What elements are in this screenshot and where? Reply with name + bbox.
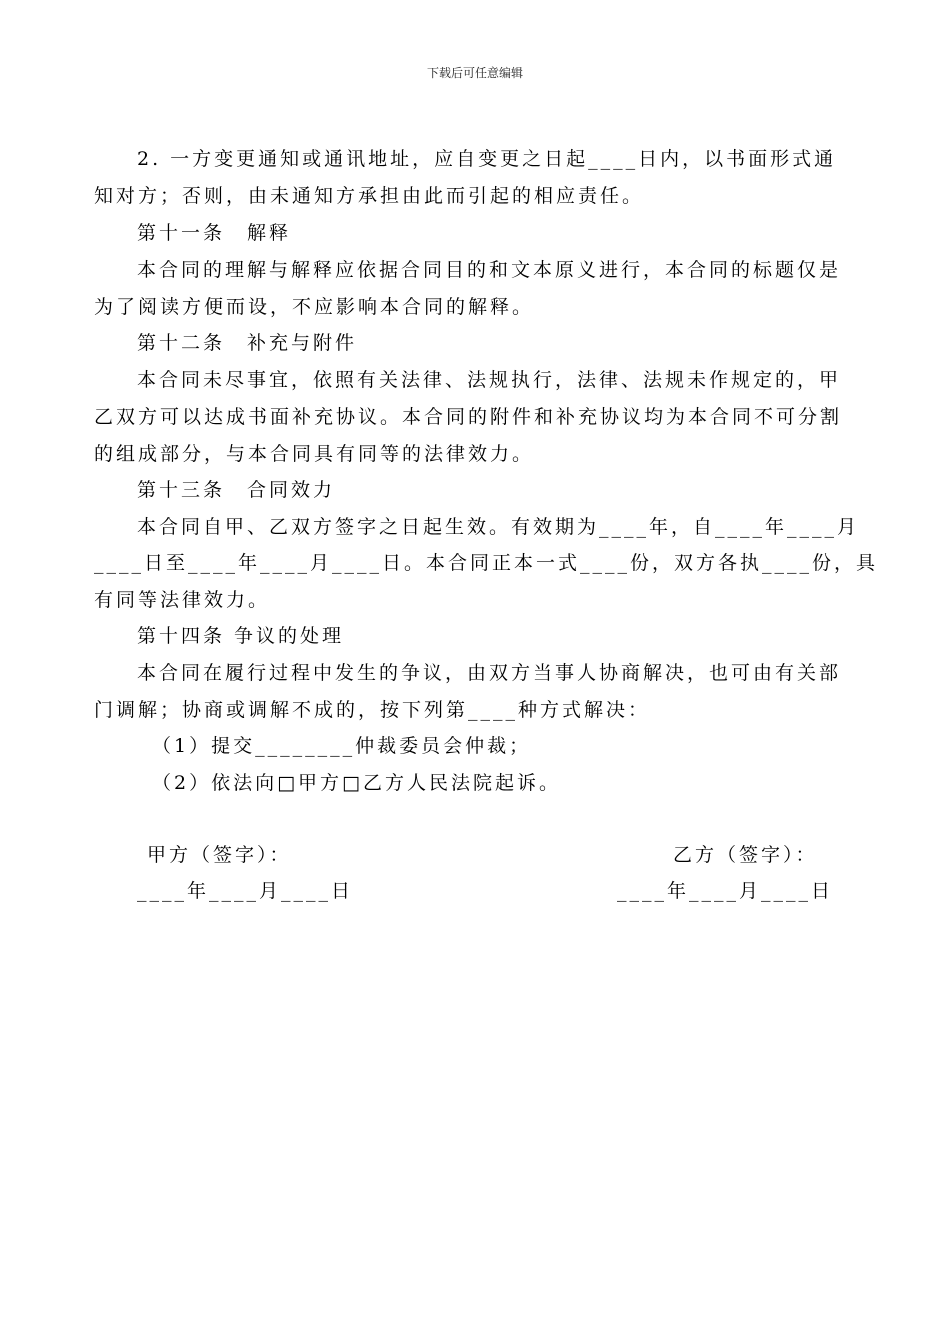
article-12-title: 第十二条 补充与附件 <box>137 332 358 354</box>
paragraph-line: 的组成部分，与本合同具有同等的法律效力。 <box>94 443 535 465</box>
paragraph-line: ____日至____年____月____日。本合同正本一式____份，双方各执____份，具 <box>94 552 879 574</box>
option-1: （1）提交________仲裁委员会仲裁； <box>152 735 532 757</box>
paragraph-line: 本合同的理解与解释应依据合同目的和文本原义进行，本合同的标题仅是 <box>137 259 842 281</box>
paragraph-line: 本合同自甲、乙双方签字之日起生效。有效期为____年，自____年____月 <box>137 516 860 538</box>
paragraph-line: 本合同在履行过程中发生的争议，由双方当事人协商解决，也可由有关部 <box>137 662 842 684</box>
party-b-date: ____年____月____日 <box>617 880 834 902</box>
paragraph-line: 有同等法律效力。 <box>94 589 271 611</box>
option-2: （2）依法向□甲方□乙方人民法院起诉。 <box>152 772 561 794</box>
article-13-title: 第十三条 合同效力 <box>137 479 336 501</box>
paragraph-line: 本合同未尽事宜，依照有关法律、法规执行，法律、法规未作规定的，甲 <box>137 369 842 391</box>
paragraph-line: 知对方；否则，由未通知方承担由此而引起的相应责任。 <box>94 185 645 207</box>
page-header: 下载后可任意编辑 <box>426 66 523 80</box>
paragraph-line: 为了阅读方便而设，不应影响本合同的解释。 <box>94 296 535 318</box>
article-14-title: 第十四条 争议的处理 <box>137 625 345 647</box>
paragraph-line: 门调解；协商或调解不成的，按下列第____种方式解决： <box>94 699 651 721</box>
party-a-signature-label: 甲方（签字）： <box>147 844 292 866</box>
party-b-signature-label: 乙方（签字）： <box>673 844 818 866</box>
paragraph-line: 2. 一方变更通知或通讯地址，应自变更之日起____日内，以书面形式通 <box>137 148 837 170</box>
article-11-title: 第十一条 解释 <box>137 222 292 244</box>
paragraph-line: 乙双方可以达成书面补充协议。本合同的附件和补充协议均为本合同不可分割 <box>94 406 843 428</box>
party-a-date: ____年____月____日 <box>137 880 354 902</box>
